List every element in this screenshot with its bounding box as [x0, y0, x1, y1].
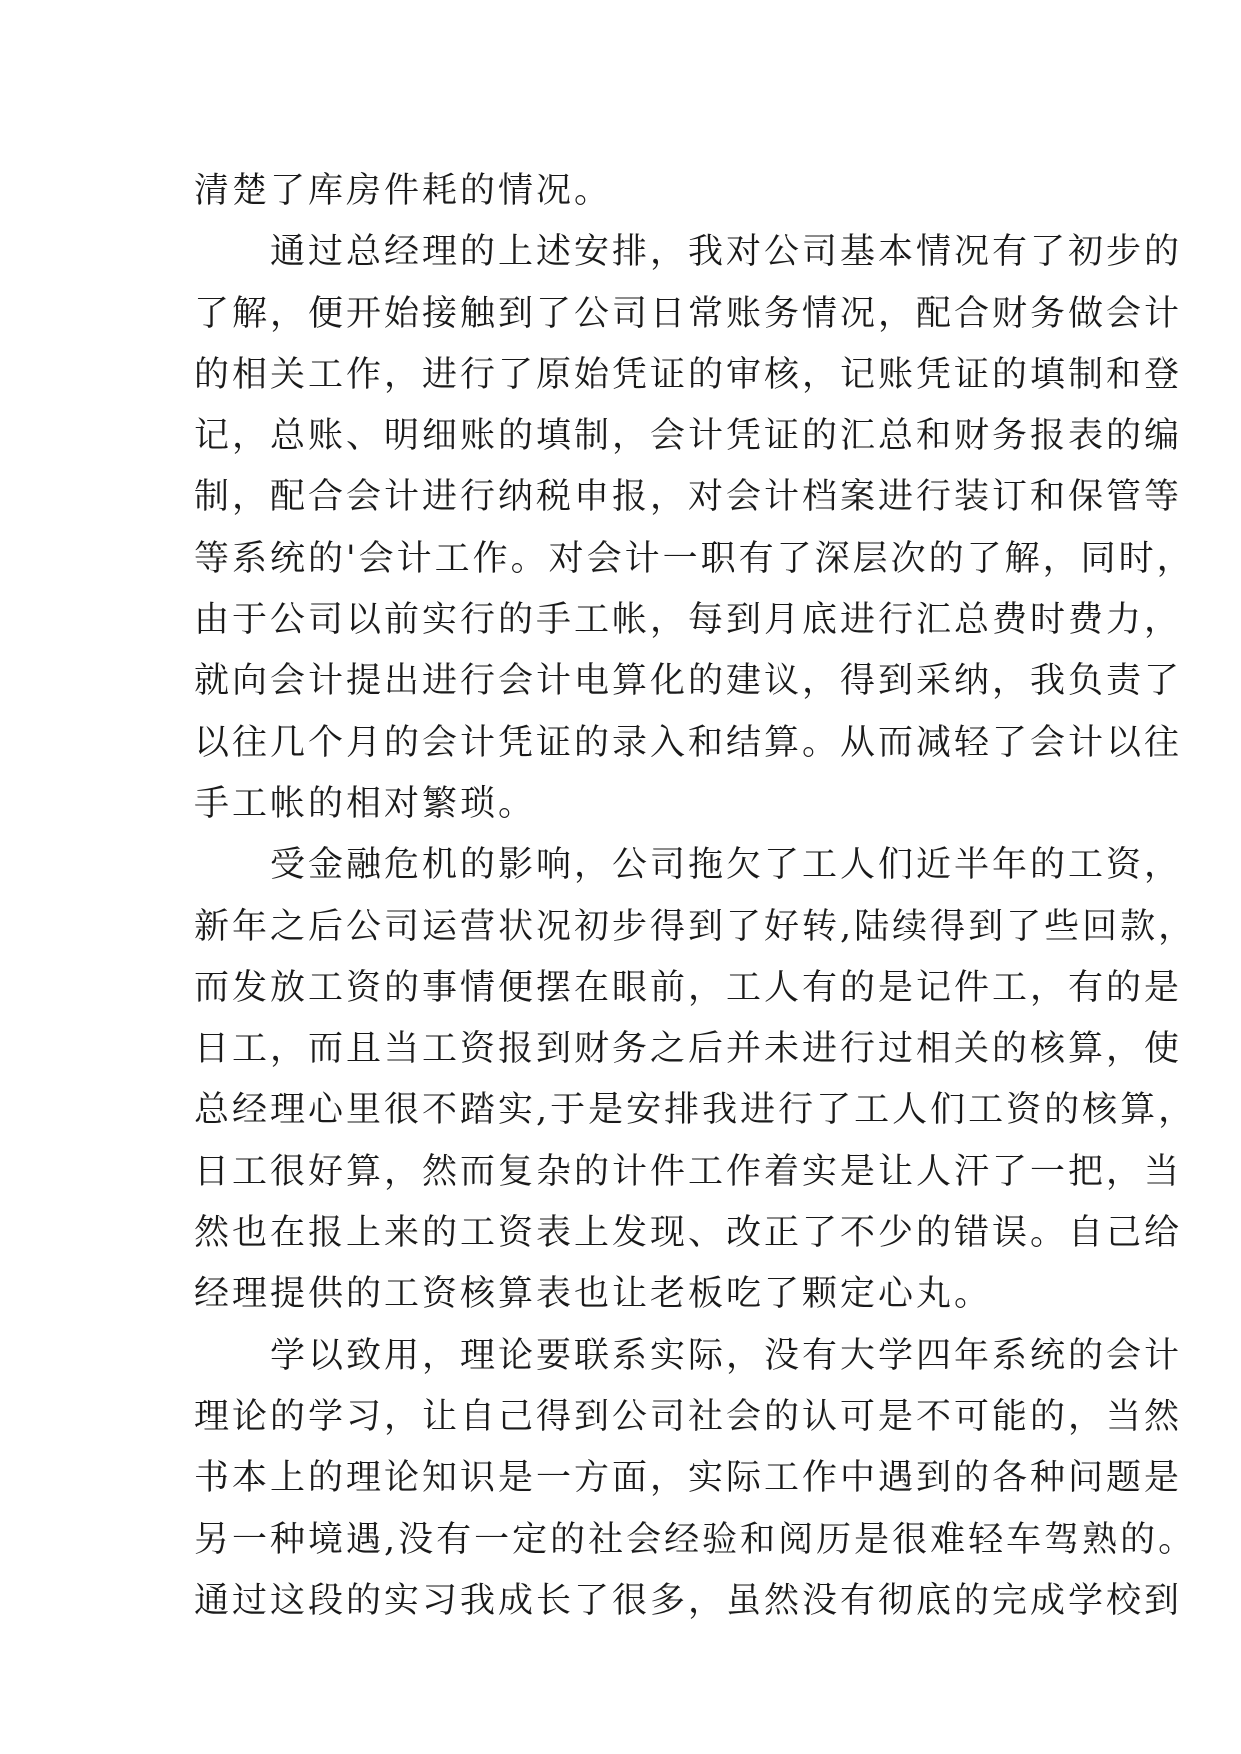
text-line: 通过这段的实习我成长了很多，虽然没有彻底的完成学校到 — [194, 1580, 1183, 1621]
text-line: 受金融危机的影响，公司拖欠了工人们近半年的工资， — [194, 845, 1183, 886]
text-line: 学以致用，理论要联系实际，没有大学四年系统的会计 — [194, 1335, 1183, 1376]
text-line: 然也在报上来的工资表上发现、改正了不少的错误。自己给 — [194, 1213, 1183, 1254]
text-line: 由于公司以前实行的手工帐，每到月底进行汇总费时费力， — [194, 600, 1183, 641]
text-line: 经理提供的工资核算表也让老板吃了颗定心丸。 — [194, 1274, 993, 1315]
text-line: 新年之后公司运营状况初步得到了好转,陆续得到了些回款， — [194, 906, 1197, 947]
text-line: 等系统的'会计工作。对会计一职有了深层次的了解，同时， — [194, 538, 1195, 579]
text-line: 就向会计提出进行会计电算化的建议，得到采纳，我负责了 — [194, 661, 1183, 702]
text-line: 记，总账、明细账的填制，会计凭证的汇总和财务报表的编 — [194, 416, 1183, 457]
text-line: 总经理心里很不踏实,于是安排我进行了工人们工资的核算， — [194, 1090, 1197, 1131]
text-line: 另一种境遇,没有一定的社会经验和阅历是很难轻车驾熟的。 — [194, 1519, 1197, 1560]
text-line: 通过总经理的上述安排，我对公司基本情况有了初步的 — [194, 232, 1183, 273]
text-line: 手工帐的相对繁琐。 — [194, 783, 537, 824]
text-line: 以往几个月的会计凭证的录入和结算。从而减轻了会计以往 — [194, 722, 1183, 763]
text-line: 的相关工作，进行了原始凭证的审核，记账凭证的填制和登 — [194, 354, 1183, 395]
text-line: 制，配合会计进行纳税申报，对会计档案进行装订和保管等 — [194, 477, 1183, 518]
document-body — [194, 161, 1197, 1632]
text-line: 清楚了库房件耗的情况。 — [194, 171, 613, 211]
text-line: 书本上的理论知识是一方面，实际工作中遇到的各种问题是 — [194, 1458, 1183, 1499]
text-line: 日工很好算，然而复杂的计件工作着实是让人汗了一把，当 — [194, 1151, 1183, 1192]
text-line: 而发放工资的事情便摆在眼前，工人有的是记件工，有的是 — [194, 967, 1183, 1008]
text-line: 理论的学习，让自己得到公司社会的认可是不可能的，当然 — [194, 1396, 1183, 1437]
text-line: 了解，便开始接触到了公司日常账务情况，配合财务做会计 — [194, 293, 1183, 334]
text-line: 日工，而且当工资报到财务之后并未进行过相关的核算，使 — [194, 1029, 1183, 1070]
